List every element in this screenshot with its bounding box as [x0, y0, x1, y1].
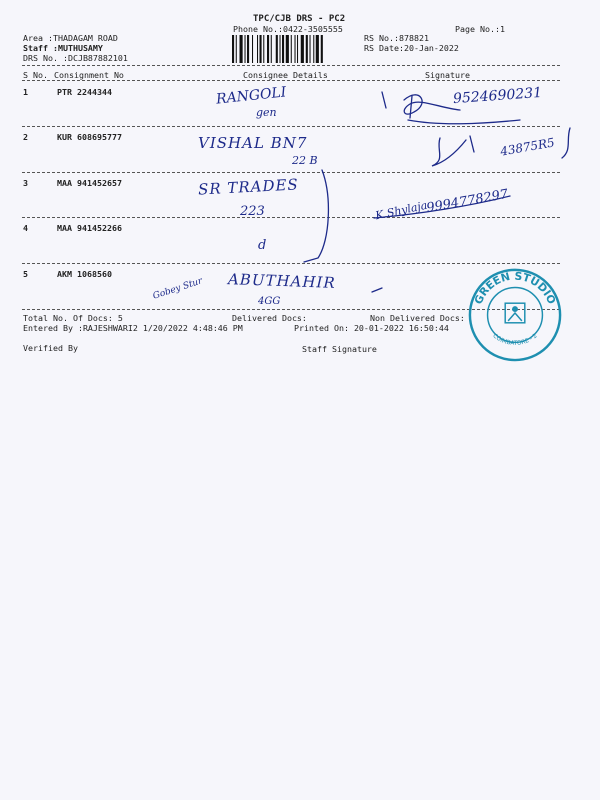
col-sno: S No. — [23, 70, 48, 80]
non-delivered-docs: Non Delivered Docs: — [370, 313, 465, 323]
handwritten-sub-1: gen — [256, 106, 277, 119]
handwritten-name-5: ABUTHAHIR — [227, 270, 337, 292]
row-divider — [22, 126, 560, 127]
barcode-bar — [252, 35, 253, 63]
barcode-bar — [236, 35, 237, 63]
row-2-sno: 2 — [23, 132, 28, 142]
handwritten-mark-4: d — [258, 238, 267, 253]
barcode-bar — [291, 35, 292, 63]
barcode-bar — [245, 35, 246, 63]
barcode-bar — [306, 35, 308, 63]
barcode-bar — [240, 35, 243, 63]
document-title: TPC/CJB DRS - PC2 — [253, 14, 346, 24]
row-divider — [22, 217, 560, 218]
barcode-bar — [232, 35, 234, 63]
handwritten-num-3: 223 — [240, 204, 265, 219]
barcode-bar — [313, 35, 314, 63]
svg-text:COIMBATORE - 2 — [491, 333, 538, 347]
rs-date: RS Date:20-Jan-2022 — [364, 43, 459, 53]
delivered-docs: Delivered Docs: — [232, 313, 307, 323]
staff-label: Staff :MUTHUSAMY — [23, 43, 103, 53]
rs-number: RS No.:878821 — [364, 33, 429, 43]
handwritten-phone-2: 43875R5 — [499, 135, 556, 159]
barcode-bar — [297, 35, 298, 63]
col-signature: Signature — [425, 70, 470, 80]
printed-on: Printed On: 20-01-2022 16:50:44 — [294, 323, 449, 333]
entered-by: Entered By :RAJESHWARI2 1/20/2022 4:48:46 PM — [23, 323, 243, 333]
row-5-consignment: AKM 1068560 — [57, 269, 112, 279]
row-1-consignment: PTR 2244344 — [57, 87, 112, 97]
stamp-subtext: COIMBATORE - 2 — [491, 333, 539, 347]
handwritten-phone-3: 9994778297 — [425, 186, 510, 217]
row-divider — [22, 172, 560, 173]
barcode-bar — [316, 35, 319, 63]
col-consignee: Consignee Details — [243, 70, 328, 80]
barcode-bar — [321, 35, 323, 63]
barcode-bar — [276, 35, 278, 63]
row-2-consignment: KUR 608695777 — [57, 132, 122, 142]
barcode-bar — [295, 35, 296, 63]
page-number: Page No.:1 — [455, 24, 505, 34]
drs-number: DRS No. :DCJB87882101 — [23, 53, 128, 63]
handwritten-num-2: 22 B — [292, 154, 318, 167]
handwritten-prefix-5: Gobey Stur — [151, 276, 204, 302]
phone-number: Phone No.:0422-3505555 — [233, 24, 343, 34]
row-5-sno: 5 — [23, 269, 28, 279]
staff-signature: Staff Signature — [302, 344, 377, 354]
verified-by: Verified By — [23, 343, 78, 353]
handwritten-name-2: VISHAL BN7 — [198, 134, 308, 152]
divider — [22, 80, 560, 81]
barcode-bar — [247, 35, 249, 63]
handwritten-num-5: 4GG — [258, 296, 281, 307]
row-3-sno: 3 — [23, 178, 28, 188]
barcode-bar — [282, 35, 284, 63]
barcode-bar — [263, 35, 264, 63]
col-consignment: Consignment No — [54, 70, 124, 80]
green-studio-stamp — [466, 264, 564, 362]
barcode-bar — [310, 35, 311, 63]
barcode-bar — [260, 35, 262, 63]
handwritten-phone-1: 9524690231 — [452, 84, 543, 108]
row-1-sno: 1 — [23, 87, 28, 97]
divider — [22, 65, 560, 66]
handwritten-name-1: RANGOLI — [215, 84, 288, 108]
row-4-consignment: MAA 941452266 — [57, 223, 122, 233]
area-label: Area :THADAGAM ROAD — [23, 33, 118, 43]
barcode-bar — [271, 35, 272, 63]
barcode-bar — [267, 35, 269, 63]
row-4-sno: 4 — [23, 223, 28, 233]
barcode-bar — [280, 35, 281, 63]
handwritten-signature-3: K.Shylaja — [374, 198, 429, 223]
barcode-image — [232, 35, 354, 63]
total-docs: Total No. Of Docs: 5 — [23, 313, 123, 323]
barcode-bar — [301, 35, 304, 63]
row-3-consignment: MAA 941452657 — [57, 178, 122, 188]
handwritten-name-3: SR TRADES — [197, 175, 300, 199]
barcode-bar — [257, 35, 258, 63]
barcode-bar — [286, 35, 289, 63]
stamp-text: GREEN STUDIO — [471, 269, 559, 307]
